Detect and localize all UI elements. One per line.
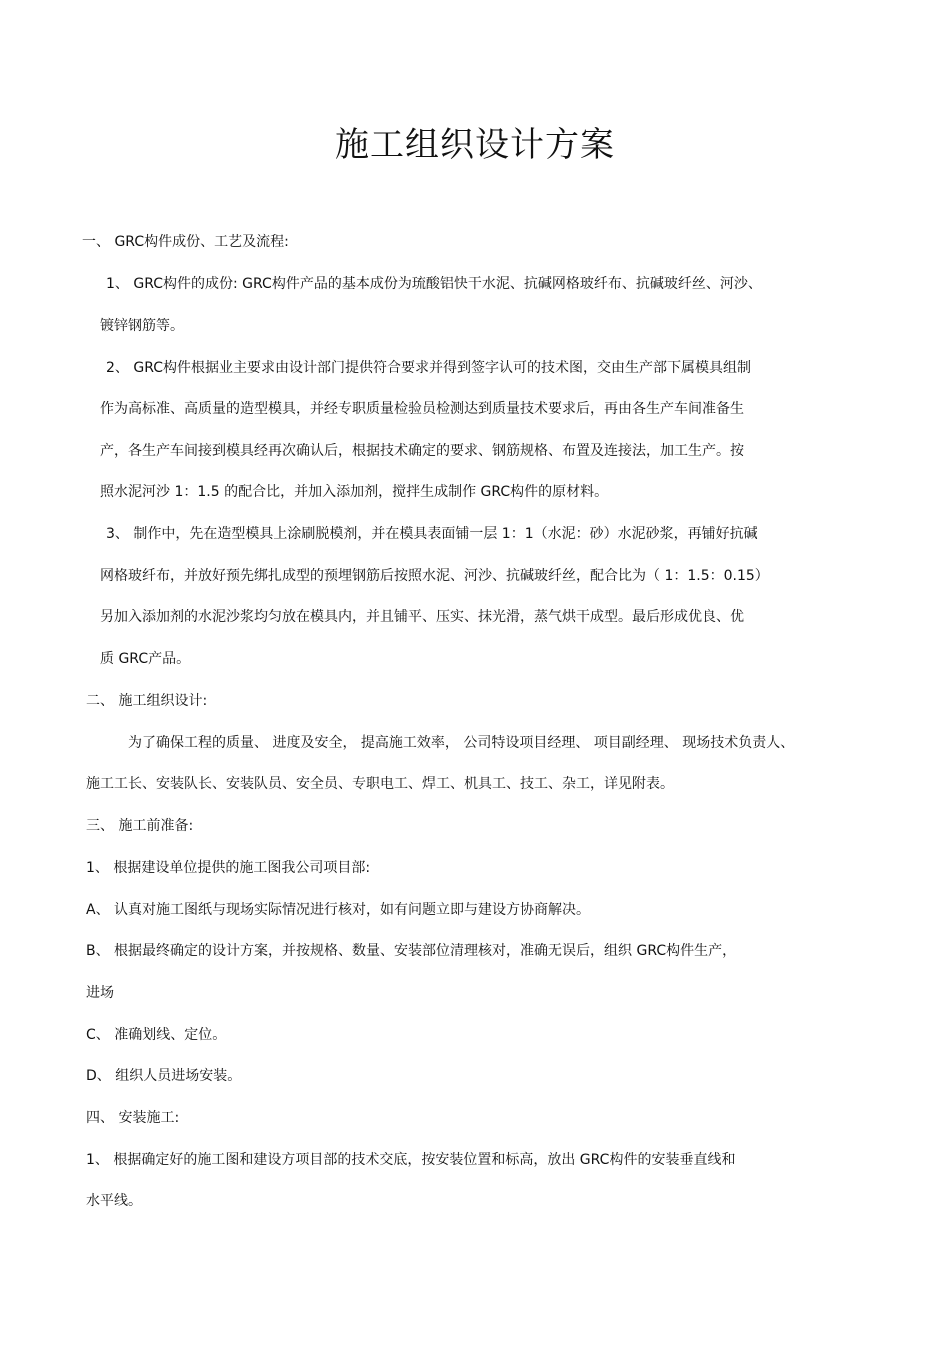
list-item: B、 根据最终确定的设计方案，并按规格、数量、安装部位清理核对，准确无误后，组织 GRC构件生产， bbox=[86, 943, 737, 959]
paragraph-line: 1、 GRC构件的成份: GRC构件产品的基本成份为琉酸铝快干水泥、抗碱网格玻纤布、抗碱玻纤丝、河沙、 bbox=[106, 276, 762, 292]
paragraph-line: 另加入添加剂的水泥沙浆均匀放在模具内，并且铺平、压实、抹光滑，蒸气烘干成型。最后形成优良、优 bbox=[100, 609, 744, 625]
section-heading-2: 二、 施工组织设计: bbox=[86, 693, 208, 709]
section-heading-3: 三、 施工前准备: bbox=[86, 818, 194, 834]
paragraph-line: 水平线。 bbox=[86, 1193, 142, 1209]
document-title: 施工组织设计方案 bbox=[335, 125, 615, 165]
paragraph-line: 镀锌钢筋等。 bbox=[100, 318, 184, 334]
paragraph-line: 施工工长、安装队长、安装队员、安全员、专职电工、焊工、机具工、技工、杂工，详见附表。 bbox=[86, 776, 674, 792]
paragraph-line: 质 GRC产品。 bbox=[100, 651, 191, 667]
paragraph-line: 照水泥河沙 1：1.5 的配合比，并加入添加剂，搅拌生成制作 GRC构件的原材料。 bbox=[100, 484, 609, 500]
paragraph-line: 1、 根据确定好的施工图和建设方项目部的技术交底，按安装位置和标高，放出 GRC构件的安装垂直线和 bbox=[86, 1152, 736, 1168]
paragraph-line: 3、 制作中，先在造型模具上涂刷脱模剂，并在模具表面铺一层 1：1（水泥：砂）水泥砂浆，再铺好抗碱 bbox=[106, 526, 758, 542]
list-item: D、 组织人员进场安装。 bbox=[86, 1068, 242, 1084]
list-item: C、 准确划线、定位。 bbox=[86, 1027, 227, 1043]
section-heading-1: 一、 GRC构件成份、工艺及流程: bbox=[82, 234, 289, 250]
paragraph-line: 网格玻纤布，并放好预先绑扎成型的预埋钢筋后按照水泥、河沙、抗碱玻纤丝，配合比为（ 1：1.5：0.15） bbox=[100, 568, 769, 584]
paragraph-line: 1、 根据建设单位提供的施工图我公司项目部: bbox=[86, 860, 371, 876]
paragraph-line: 为了确保工程的质量、 进度及安全， 提高施工效率， 公司特设项目经理、 项目副经理、 现场技术负责人、 bbox=[128, 735, 795, 751]
paragraph-line: 产，各生产车间接到模具经再次确认后，根据技术确定的要求、钢筋规格、布置及连接法，加工生产。按 bbox=[100, 443, 744, 459]
section-heading-4: 四、 安装施工: bbox=[86, 1110, 180, 1126]
paragraph-line: 进场 bbox=[86, 985, 114, 1001]
list-item: A、 认真对施工图纸与现场实际情况进行核对，如有问题立即与建设方协商解决。 bbox=[86, 902, 591, 918]
paragraph-line: 2、 GRC构件根据业主要求由设计部门提供符合要求并得到签字认可的技术图，交由生产部下属模具组制 bbox=[106, 360, 752, 376]
paragraph-line: 作为高标准、高质量的造型模具，并经专职质量检验员检测达到质量技术要求后，再由各生产车间准备生 bbox=[100, 401, 744, 417]
